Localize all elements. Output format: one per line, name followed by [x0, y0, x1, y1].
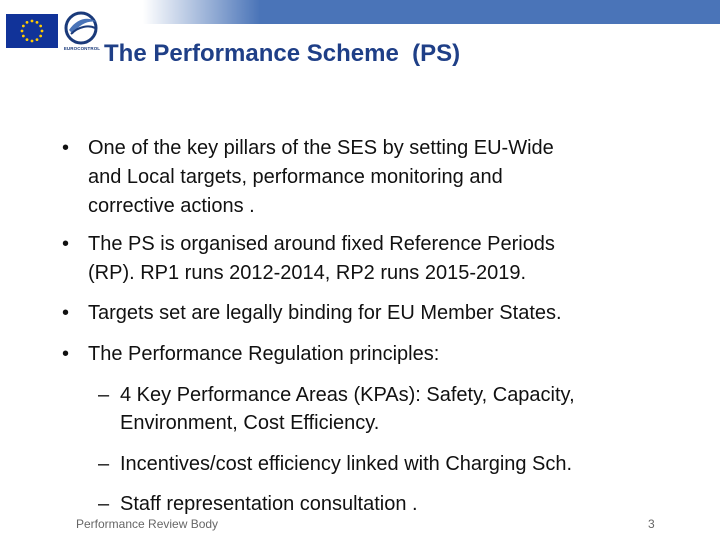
- eu-star: [31, 40, 34, 43]
- sub-bullet-text: Incentives/cost efficiency linked with Charging Sch.: [120, 453, 573, 475]
- sub-bullet-marker: –: [98, 453, 110, 475]
- eu-star: [31, 20, 34, 23]
- eu-star: [36, 38, 39, 41]
- eu-star: [39, 35, 42, 38]
- eu-flag-icon: [6, 14, 58, 48]
- bullet-marker: •: [62, 137, 70, 159]
- sub-bullet-marker: –: [98, 384, 110, 406]
- bullet-text: One of the key pillars of the SES by setting EU-Wide and Local targets, performance monitoring and corrective actions .: [88, 137, 554, 217]
- footer-organization: Performance Review Body: [76, 517, 219, 531]
- sub-bullet-text: 4 Key Performance Areas (KPAs): Safety, Capacity, Environment, Cost Efficiency.: [120, 384, 575, 434]
- bullet-marker: •: [62, 233, 70, 255]
- bullet-text: The PS is organised around fixed Reference Periods (RP). RP1 runs 2012-2014, RP2 runs 2015-2019.: [88, 233, 555, 284]
- page-title: The Performance Scheme (PS): [104, 40, 461, 67]
- eu-star: [22, 35, 25, 38]
- eu-star: [36, 21, 39, 24]
- bullet-text: Targets set are legally binding for EU Member States.: [88, 302, 562, 324]
- bullet-marker: •: [62, 343, 70, 365]
- bullet-text: The Performance Regulation principles:: [88, 343, 440, 365]
- eu-star: [41, 30, 44, 33]
- sub-bullet-text: Staff representation consultation .: [120, 493, 418, 515]
- eu-star: [39, 25, 42, 28]
- sub-bullet-marker: –: [98, 493, 110, 515]
- logo-caption: EUROCONTROL: [63, 46, 101, 51]
- bullet-marker: •: [62, 302, 70, 324]
- eu-star: [26, 21, 29, 24]
- eu-star: [22, 25, 25, 28]
- eu-star: [21, 30, 24, 33]
- page-number: 3: [648, 517, 655, 531]
- eu-star: [26, 38, 29, 41]
